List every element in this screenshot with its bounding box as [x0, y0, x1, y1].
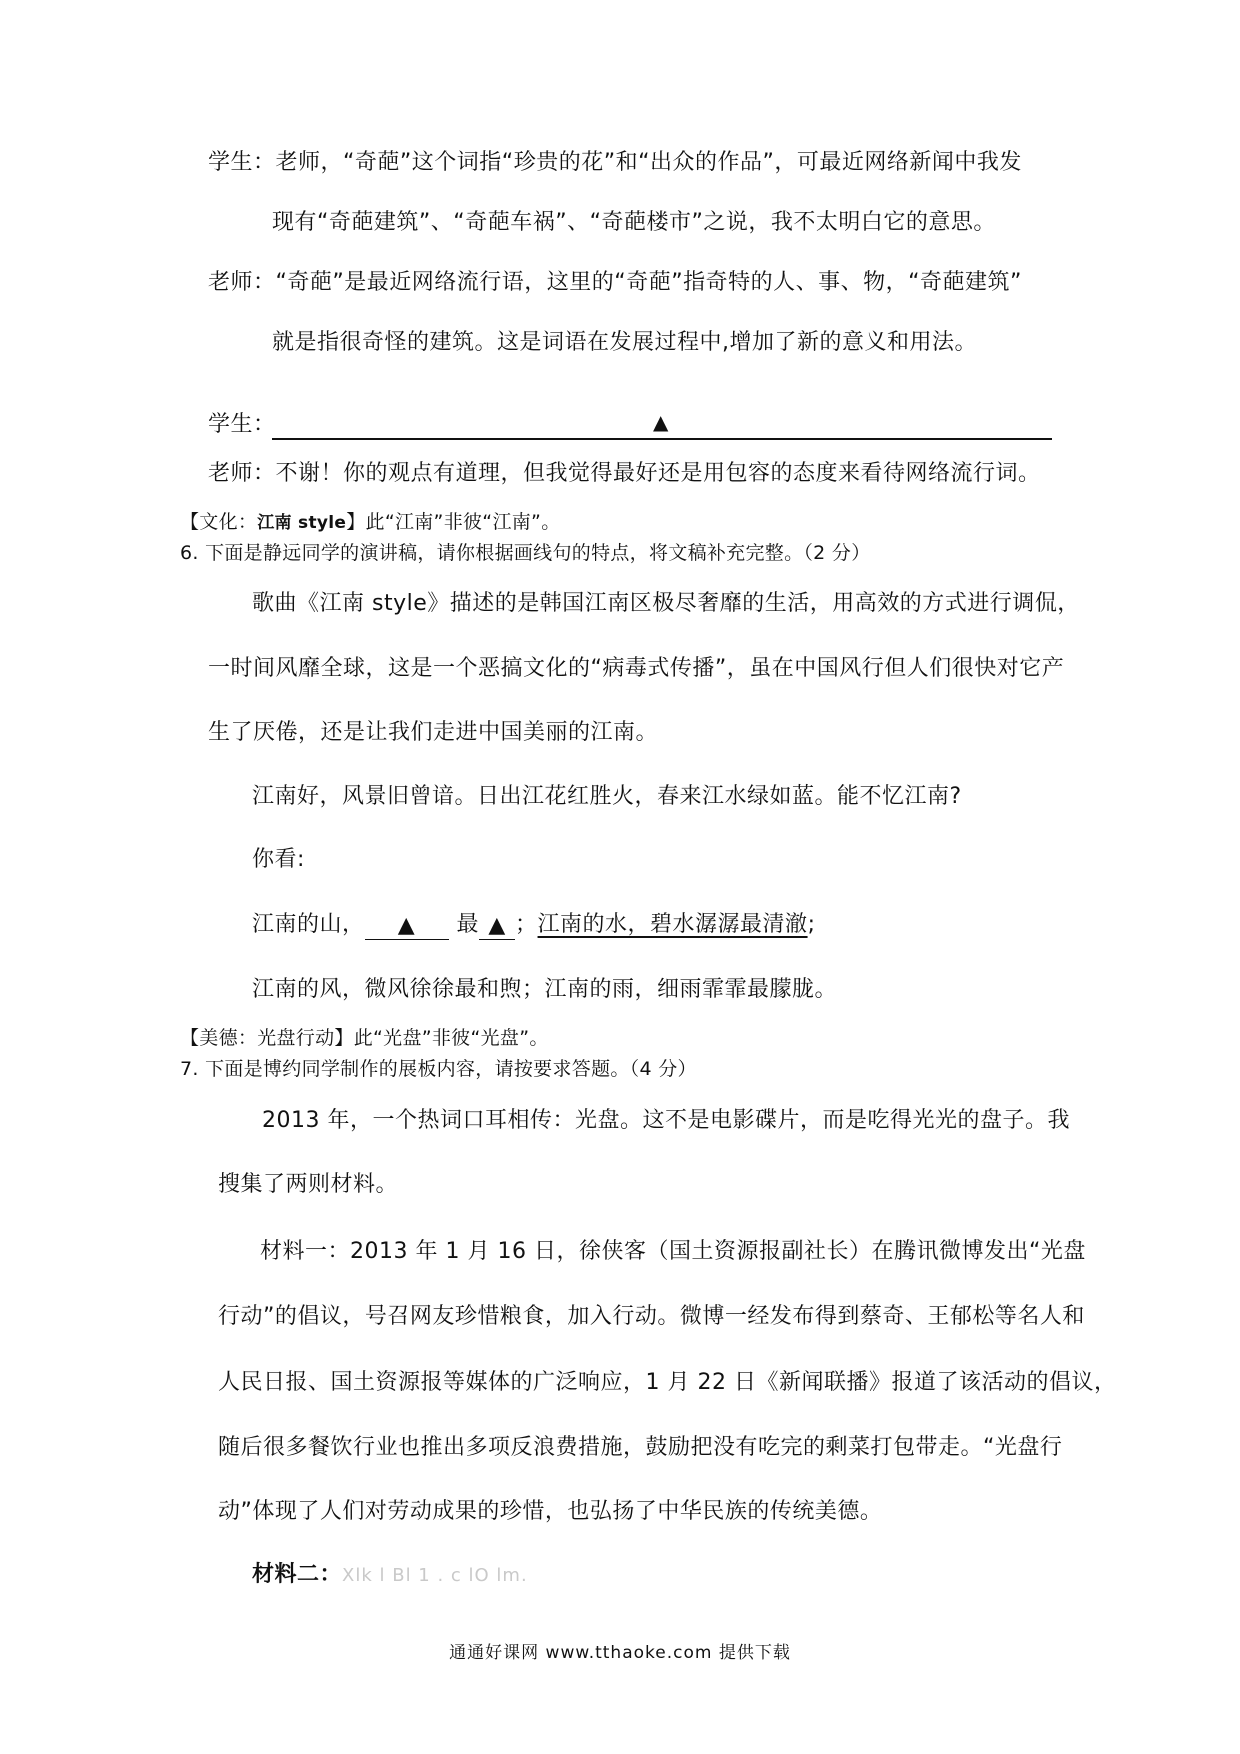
- material-1-line-4: 随后很多餐饮行业也推出多项反浪费措施，鼓励把没有吃完的剩菜打包带走。“光盘行: [218, 1435, 1063, 1460]
- board-intro: 2013 年，一个热词口耳相传：光盘。这不是电影碟片，而是吃得光光的盘子。我: [262, 1108, 1070, 1133]
- dialogue-teacher-line-2: 老师：不谢！你的观点有道理，但我觉得最好还是用包容的态度来看待网络流行词。: [208, 461, 1041, 486]
- speech-paragraph-1-cont: 一时间风靡全球，这是一个恶搞文化的“病毒式传播”，虽在中国风行但人们很快对它产: [208, 656, 1065, 681]
- dialogue-student-line-1-cont: 现有“奇葩建筑”、“奇葩车祸”、“奇葩楼市”之说，我不太明白它的意思。: [272, 210, 996, 235]
- question-6: 6. 下面是静远同学的演讲稿，请你根据画线句的特点，将文稿补充完整。（2 分）: [180, 542, 871, 564]
- material-1-line-5: 动”体现了人们对劳动成果的珍惜，也弘扬了中华民族的传统美德。: [218, 1499, 883, 1524]
- material-1-line-2: 行动”的倡议，号召网友珍惜粮食，加入行动。微博一经发布得到蔡奇、王郁松等名人和: [218, 1304, 1085, 1329]
- question-7: 7. 下面是博约同学制作的展板内容，请按要求答题。（4 分）: [180, 1058, 697, 1080]
- dialogue-student-line-1: 学生：老师，“奇葩”这个词指“珍贵的花”和“出众的作品”，可最近网络新闻中我发: [208, 150, 1022, 175]
- page-footer: 通通好课网 www.tthaoke.com 提供下载: [449, 1643, 791, 1663]
- speech-poem-line: 江南好，风景旧曾谙。日出江花红胜火，春来江水绿如蓝。能不忆江南?: [252, 784, 962, 809]
- speech-wind-rain: 江南的风，微风徐徐最和煦；江南的雨，细雨霏霏最朦胧。: [252, 977, 838, 1002]
- culture-section-heading: 【文化：江南 style】此“江南”非彼“江南”。: [180, 511, 561, 533]
- dialogue-student-answer-label: 学生：: [208, 412, 276, 437]
- material-1: 材料一：2013 年 1 月 16 日，徐侠客（国土资源报副社长）在腾讯微博发出“光盘: [260, 1239, 1086, 1264]
- board-intro-cont: 搜集了两则材料。: [218, 1172, 399, 1197]
- answer-blank-line: [272, 438, 1052, 440]
- fill-blank-2[interactable]: ▲: [479, 911, 515, 940]
- speech-paragraph-1: 歌曲《江南 style》描述的是韩国江南区极尽奢靡的生活，用高效的方式进行调侃，: [252, 591, 1080, 616]
- underlined-sentence: 江南的水，碧水潺潺最清澈: [537, 912, 808, 937]
- dialogue-teacher-line-1: 老师：“奇葩”是最近网络流行语，这里的“奇葩”指奇特的人、事、物，“奇葩建筑”: [208, 270, 1022, 295]
- material-1-line-3: 人民日报、国土资源报等媒体的广泛响应，1 月 22 日《新闻联播》报道了该活动的倡议，: [218, 1370, 1117, 1395]
- dialogue-teacher-line-1-cont: 就是指很奇怪的建筑。这是词语在发展过程中,增加了新的意义和用法。: [272, 330, 977, 355]
- blank-triangle-mark: ▲: [653, 410, 669, 434]
- virtue-section-heading: 【美德：光盘行动】此“光盘”非彼“光盘”。: [180, 1027, 549, 1049]
- speech-you-see: 你看:: [252, 847, 305, 872]
- material-2: 材料二：Xlk l Bl 1 . c lO lm.: [252, 1562, 528, 1587]
- fill-blank-1[interactable]: ▲: [365, 911, 449, 940]
- fill-in-line: 江南的山， ▲ 最 ▲ ；江南的水，碧水潺潺最清澈;: [252, 912, 816, 938]
- speech-paragraph-1-end: 生了厌倦，还是让我们走进中国美丽的江南。: [208, 720, 659, 745]
